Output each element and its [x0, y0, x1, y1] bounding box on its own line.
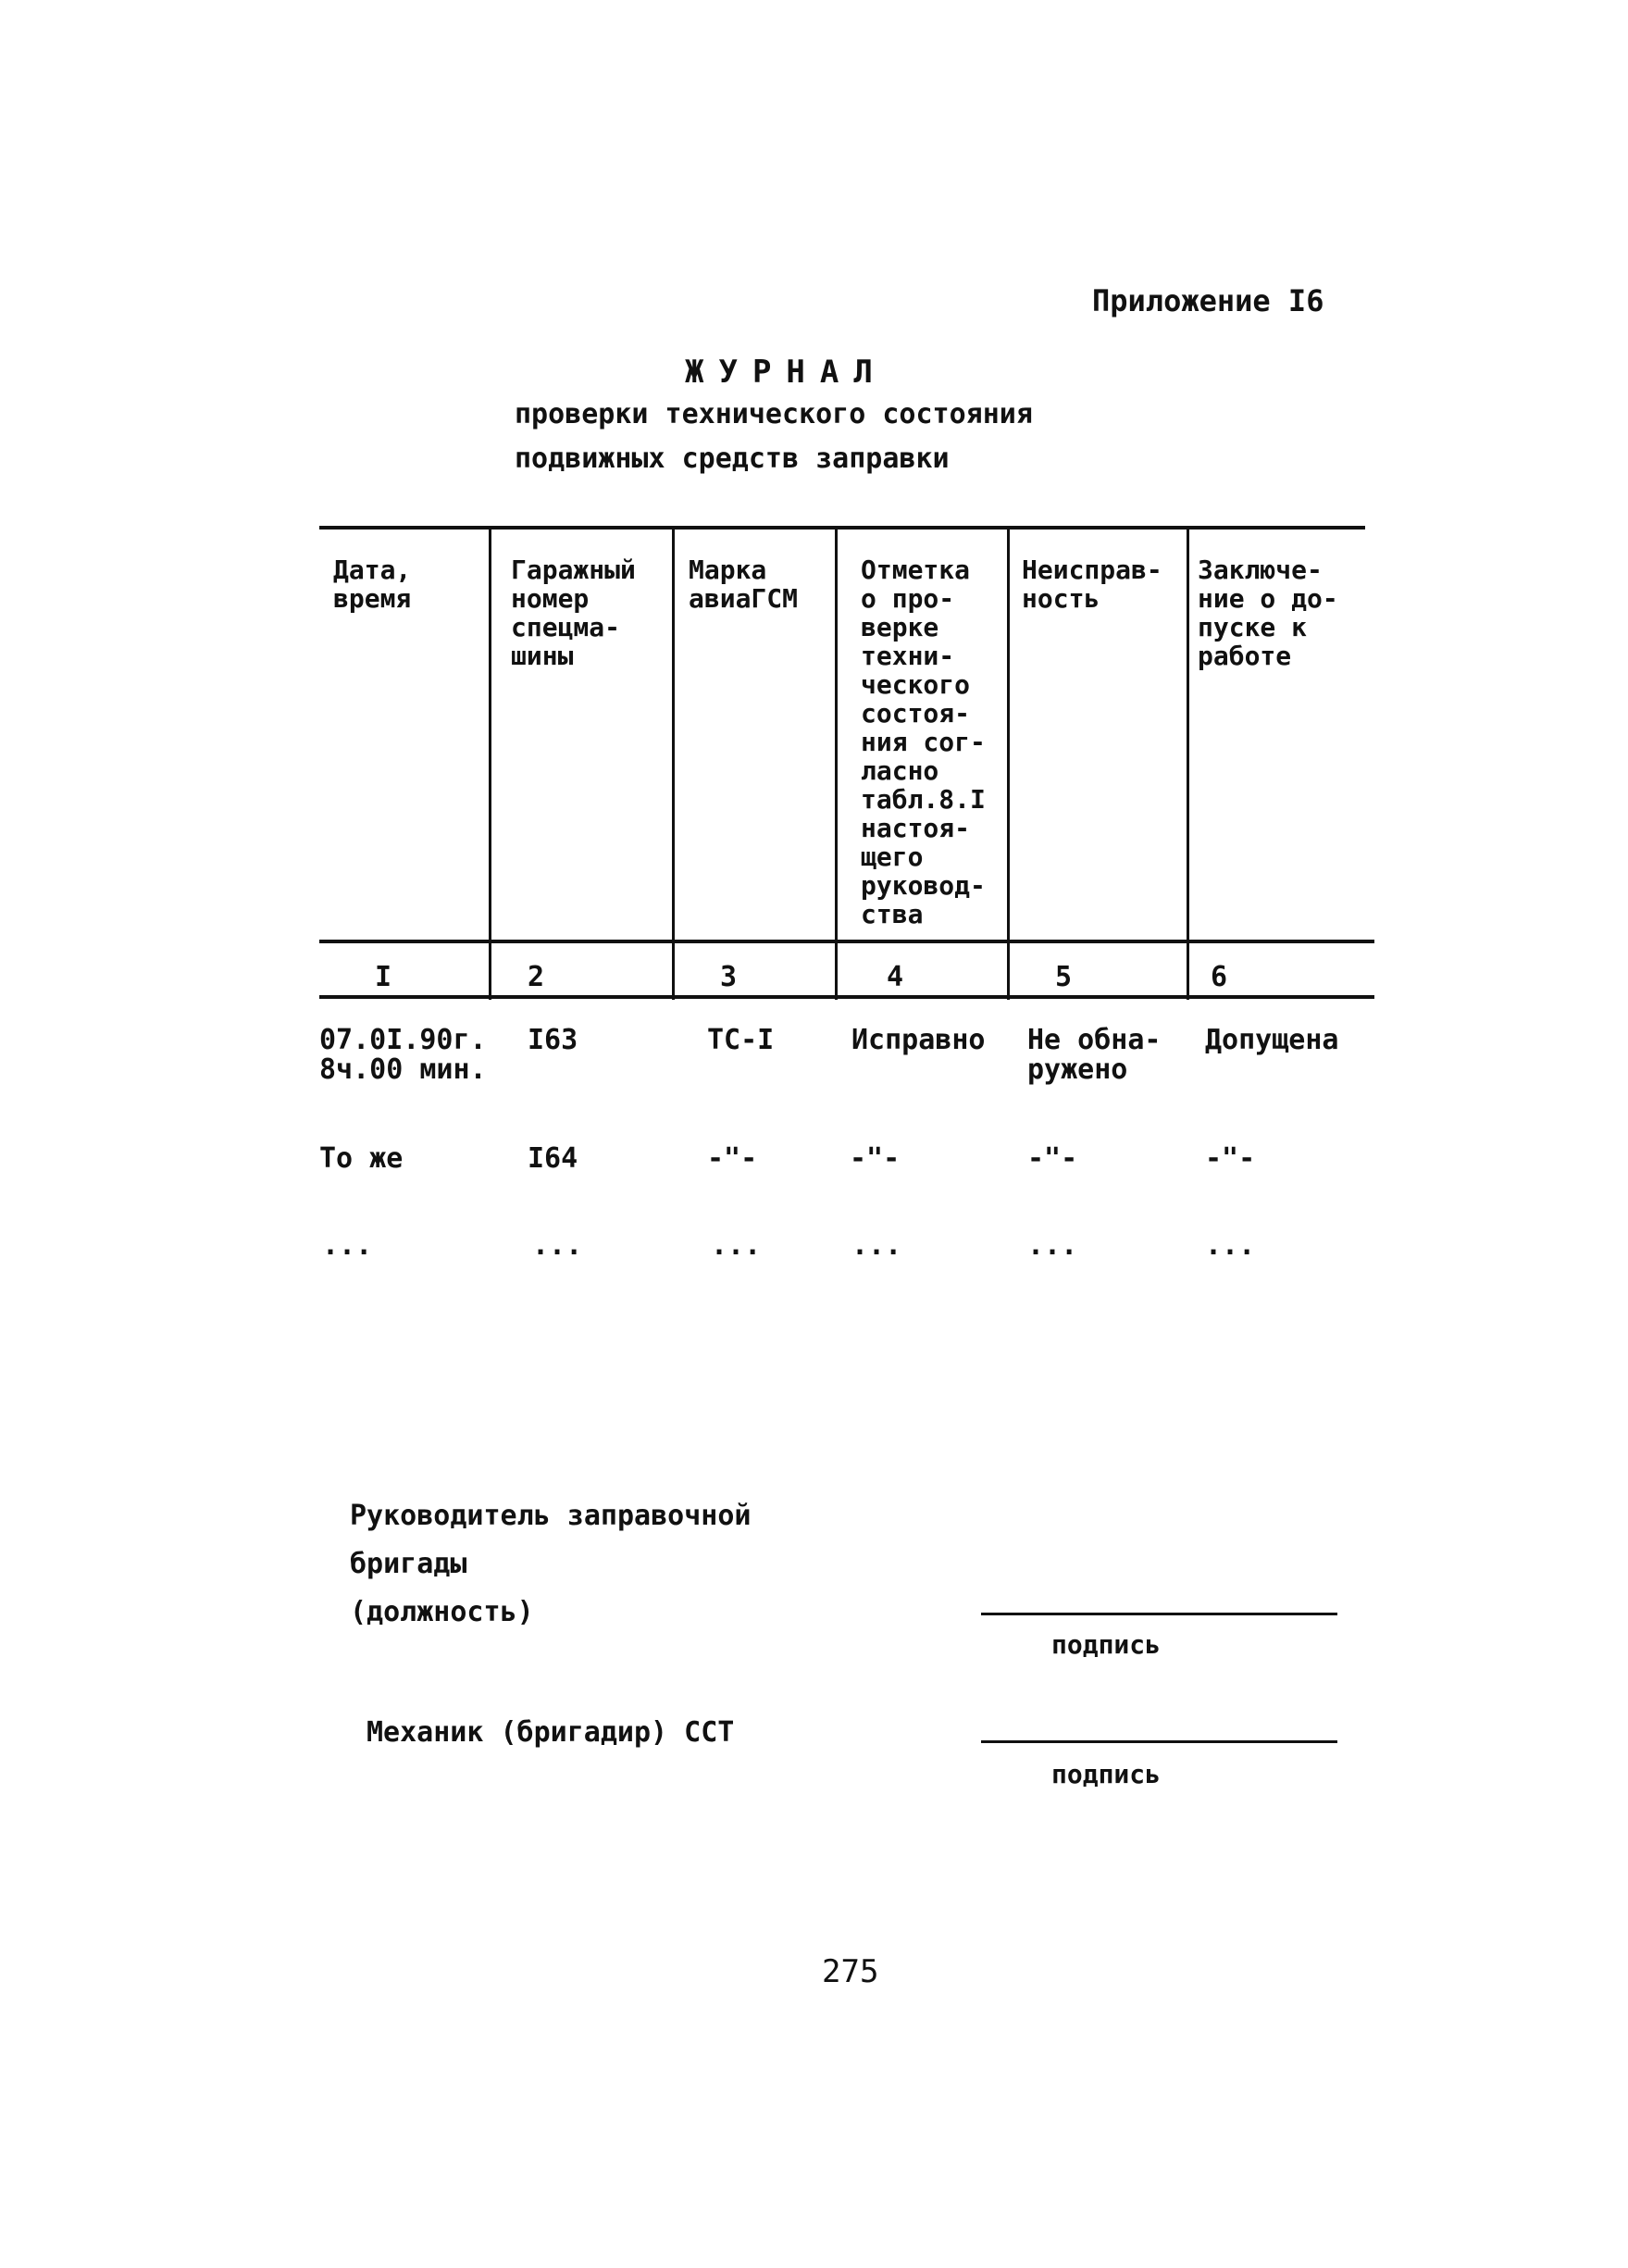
- cell-fuel-grade: ТС-I: [707, 1024, 775, 1056]
- cell-garage-number: I64: [528, 1142, 578, 1175]
- column-number: 3: [720, 961, 738, 993]
- cell-defect: ...: [1027, 1229, 1078, 1262]
- signature-line-head: [981, 1613, 1337, 1615]
- column-header-defect: Неисправ- ность: [1022, 555, 1162, 614]
- signature-label-mechanic: подпись: [1051, 1759, 1162, 1789]
- cell-defect: Не обна- ружено: [1027, 1024, 1162, 1086]
- column-header-inspection-mark: Отметка о про- верке техни- ческого состоя- ния сог- ласно табл.8.I настоя- щего руковод- ства: [861, 555, 986, 929]
- signature-head-line3: (должность): [350, 1596, 534, 1628]
- cell-inspection-mark: -"-: [850, 1142, 901, 1175]
- cell-inspection-mark: Исправно: [851, 1024, 986, 1056]
- journal-subtitle-line1: проверки технического состояния: [515, 398, 1033, 430]
- signature-head-line2: бригады: [350, 1548, 467, 1580]
- table-top-rule: [319, 526, 1365, 530]
- page-number: 275: [822, 1953, 879, 1990]
- column-number: 5: [1055, 961, 1073, 993]
- column-number: 4: [887, 961, 904, 993]
- cell-fuel-grade: ...: [711, 1229, 762, 1262]
- column-header-garage-number: Гаражный номер спецма- шины: [511, 555, 636, 671]
- journal-subtitle-line2: подвижных средств заправки: [515, 442, 950, 475]
- cell-inspection-mark: ...: [851, 1229, 902, 1262]
- cell-defect: -"-: [1027, 1142, 1078, 1175]
- appendix-label: Приложение I6: [1092, 283, 1324, 318]
- column-number: 6: [1211, 961, 1228, 993]
- table-number-rule: [319, 995, 1374, 999]
- column-number: I: [375, 961, 392, 993]
- column-divider: [1007, 528, 1010, 1000]
- column-header-conclusion: Заключе- ние о до- пуске к работе: [1198, 555, 1338, 671]
- column-divider: [672, 528, 675, 1000]
- cell-date: 07.0I.90г. 8ч.00 мин.: [319, 1024, 487, 1086]
- column-divider: [835, 528, 838, 1000]
- signature-head-line1: Руководитель заправочной: [350, 1500, 752, 1532]
- column-divider: [1187, 528, 1189, 1000]
- cell-conclusion: Допущена: [1205, 1024, 1339, 1056]
- table-header-bottom-rule: [319, 940, 1374, 943]
- cell-conclusion: -"-: [1205, 1142, 1256, 1175]
- cell-fuel-grade: -"-: [707, 1142, 758, 1175]
- signature-label-head: подпись: [1051, 1629, 1162, 1660]
- cell-garage-number: I63: [528, 1024, 578, 1056]
- cell-date: ...: [322, 1229, 373, 1262]
- column-divider: [489, 528, 491, 1000]
- journal-title: ЖУРНАЛ: [685, 354, 888, 391]
- cell-garage-number: ...: [532, 1229, 583, 1262]
- column-header-date: Дата, время: [333, 555, 412, 614]
- column-number: 2: [528, 961, 545, 993]
- column-header-fuel-grade: Марка авиаГСМ: [689, 555, 799, 614]
- signature-line-mechanic: [981, 1740, 1337, 1743]
- cell-date: То же: [319, 1142, 404, 1175]
- signature-mechanic: Механик (бригадир) ССТ: [367, 1716, 735, 1749]
- cell-conclusion: ...: [1205, 1229, 1256, 1262]
